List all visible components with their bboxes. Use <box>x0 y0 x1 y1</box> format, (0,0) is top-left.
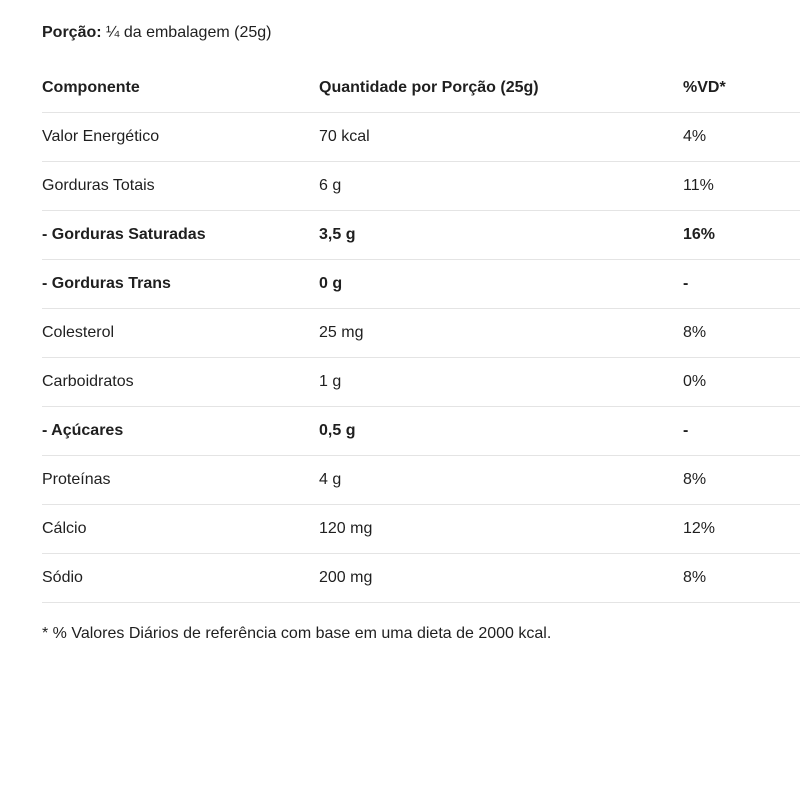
daily-value-cell: 8% <box>683 471 707 488</box>
daily-value-cell: 8% <box>683 569 707 586</box>
component-cell: Proteínas <box>42 471 111 488</box>
table-row <box>42 456 800 505</box>
quantity-cell: 1 g <box>319 373 342 390</box>
footnote: * % Valores Diários de referência com base em uma dieta de 2000 kcal. <box>42 625 552 642</box>
quantity-cell: 0 g <box>319 275 343 292</box>
component-cell: - Gorduras Saturadas <box>42 226 206 243</box>
component-cell: Cálcio <box>42 520 87 537</box>
header-daily-value: %VD* <box>683 79 726 96</box>
quantity-cell: 6 g <box>319 177 342 194</box>
header-quantity: Quantidade por Porção (25g) <box>319 79 539 96</box>
daily-value-cell: 8% <box>683 324 707 341</box>
component-cell: Valor Energético <box>42 128 160 145</box>
table-row <box>42 358 800 407</box>
quantity-cell: 0,5 g <box>319 422 356 439</box>
table-row <box>42 260 800 309</box>
daily-value-cell: 12% <box>683 520 716 537</box>
component-cell: Colesterol <box>42 324 115 341</box>
quantity-cell: 25 mg <box>319 324 364 341</box>
component-cell: - Gorduras Trans <box>42 275 171 292</box>
component-cell: - Açúcares <box>42 422 124 439</box>
daily-value-cell: 4% <box>683 128 707 145</box>
table-row <box>42 554 800 603</box>
quantity-cell: 4 g <box>319 471 342 488</box>
table-row <box>42 309 800 358</box>
table-row <box>42 113 800 162</box>
component-cell: Gorduras Totais <box>42 177 155 194</box>
table-header-row <box>42 64 800 113</box>
quantity-cell: 70 kcal <box>319 128 370 145</box>
quantity-cell: 3,5 g <box>319 226 356 243</box>
quantity-cell: 120 mg <box>319 520 373 537</box>
table-row <box>42 505 800 554</box>
component-cell: Sódio <box>42 569 83 586</box>
table-row <box>42 407 800 456</box>
component-cell: Carboidratos <box>42 373 134 390</box>
table-row <box>42 162 800 211</box>
quantity-cell: 200 mg <box>319 569 373 586</box>
daily-value-cell: 16% <box>683 226 716 243</box>
serving-label: Porção: <box>42 24 102 41</box>
serving-value: ¼ da embalagem (25g) <box>106 24 272 41</box>
daily-value-cell: 11% <box>683 177 714 194</box>
header-component: Componente <box>42 79 140 96</box>
daily-value-cell: - <box>683 422 689 439</box>
nutrition-table <box>42 64 800 603</box>
daily-value-cell: - <box>683 275 689 292</box>
daily-value-cell: 0% <box>683 373 707 390</box>
table-row <box>42 211 800 260</box>
serving-size <box>42 22 271 44</box>
